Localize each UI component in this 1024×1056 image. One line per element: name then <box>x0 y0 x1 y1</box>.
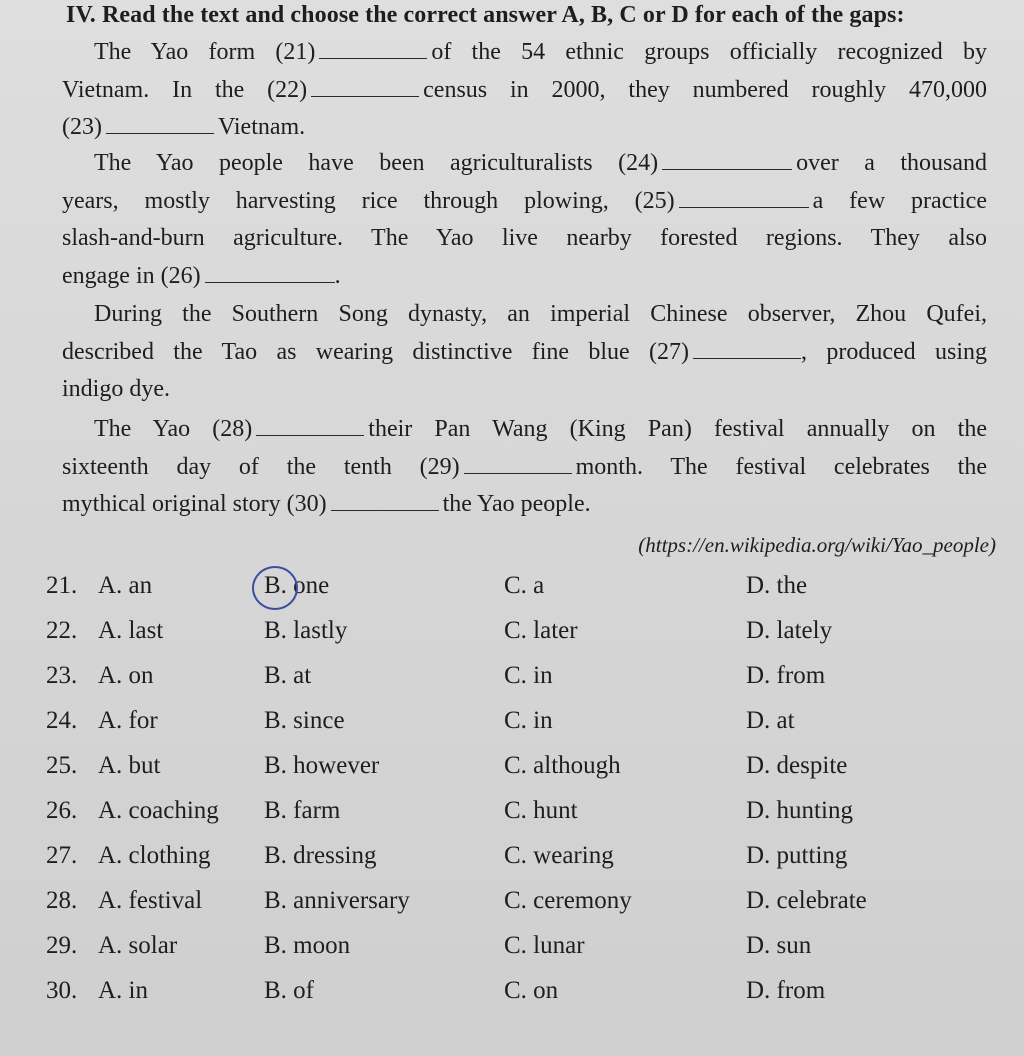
option-a[interactable]: A. last <box>98 617 164 644</box>
option-b[interactable]: B. however <box>264 752 380 779</box>
option-b[interactable]: B. moon <box>264 932 351 959</box>
paragraph-2 <box>62 145 987 295</box>
option-b[interactable]: B. one <box>264 572 330 599</box>
option-c[interactable]: C. wearing <box>504 842 614 869</box>
option-d[interactable]: D. lately <box>746 617 833 644</box>
option-a[interactable]: A. an <box>98 572 153 599</box>
option-c[interactable]: C. in <box>504 662 553 689</box>
passage-line: The Yao people have been agriculturalists (24) over a thousand <box>94 150 987 176</box>
option-b[interactable]: B. farm <box>264 797 341 824</box>
question-row-26 <box>46 791 996 836</box>
passage-line: During the Southern Song dynasty, an imperial Chinese observer, Zhou Qufei, <box>94 301 987 327</box>
question-number: 26. <box>46 797 78 824</box>
question-row-27 <box>46 836 996 881</box>
option-d[interactable]: D. putting <box>746 842 848 869</box>
option-a[interactable]: A. but <box>98 752 161 779</box>
option-d[interactable]: D. from <box>746 662 826 689</box>
gap-23 <box>106 115 214 134</box>
option-a[interactable]: A. for <box>98 707 158 734</box>
option-b[interactable]: B. lastly <box>264 617 348 644</box>
option-d[interactable]: D. despite <box>746 752 848 779</box>
passage-line: engage in (26) . <box>62 262 341 289</box>
gap-27 <box>693 340 801 359</box>
option-c[interactable]: C. on <box>504 977 559 1004</box>
question-number: 21. <box>46 572 78 599</box>
option-c[interactable]: C. although <box>504 752 621 779</box>
option-d[interactable]: D. the <box>746 572 808 599</box>
option-d[interactable]: D. from <box>746 977 826 1004</box>
passage-line: sixteenth day of the tenth (29) month. The festival celebrates the <box>62 453 987 480</box>
question-number: 22. <box>46 617 78 644</box>
option-c[interactable]: C. in <box>504 707 553 734</box>
question-number: 29. <box>46 932 78 959</box>
gap-26 <box>205 264 335 283</box>
option-c[interactable]: C. lunar <box>504 932 585 959</box>
option-a[interactable]: A. solar <box>98 932 178 959</box>
option-a[interactable]: A. festival <box>98 887 203 914</box>
option-c[interactable]: C. hunt <box>504 797 578 824</box>
paragraph-4 <box>62 411 987 524</box>
question-row-21 <box>46 566 996 611</box>
passage-line: mythical original story (30) the Yao people. <box>62 491 591 518</box>
passage-line: (23) Vietnam. <box>62 114 306 141</box>
passage-line: indigo dye. <box>62 376 170 403</box>
question-number: 25. <box>46 752 78 779</box>
gap-21 <box>319 40 427 59</box>
option-c[interactable]: C. later <box>504 617 578 644</box>
question-row-25 <box>46 746 996 791</box>
option-c[interactable]: C. ceremony <box>504 887 632 914</box>
question-row-24 <box>46 701 996 746</box>
option-d[interactable]: D. celebrate <box>746 887 867 914</box>
gap-25 <box>679 189 809 208</box>
option-b[interactable]: B. at <box>264 662 312 689</box>
question-number: 27. <box>46 842 78 869</box>
option-a[interactable]: A. in <box>98 977 148 1004</box>
passage-line: years, mostly harvesting rice through plowing, (25) a few practice <box>62 187 987 214</box>
passage-line: described the Tao as wearing distinctive fine blue (27) , produced using <box>62 338 987 365</box>
passage-line: Vietnam. In the (22) census in 2000, they numbered roughly 470,000 <box>62 76 987 103</box>
question-row-23 <box>46 656 996 701</box>
question-row-28 <box>46 881 996 926</box>
option-b[interactable]: B. anniversary <box>264 887 410 914</box>
option-c[interactable]: C. a <box>504 572 545 599</box>
passage-line: slash-and-burn agriculture. The Yao live nearby forested regions. They also <box>62 225 987 252</box>
option-a[interactable]: A. coaching <box>98 797 219 824</box>
question-number: 23. <box>46 662 78 689</box>
option-d[interactable]: D. sun <box>746 932 812 959</box>
option-d[interactable]: D. at <box>746 707 795 734</box>
gap-24 <box>662 151 792 170</box>
paragraph-3 <box>62 296 987 409</box>
question-row-30 <box>46 971 996 1016</box>
answer-options <box>46 566 996 1016</box>
question-number: 30. <box>46 977 78 1004</box>
question-row-22 <box>46 611 996 656</box>
passage-line: The Yao (28) their Pan Wang (King Pan) festival annually on the <box>94 416 987 442</box>
question-row-29 <box>46 926 996 971</box>
gap-28 <box>256 417 364 436</box>
question-number: 24. <box>46 707 78 734</box>
option-b[interactable]: B. of <box>264 977 314 1004</box>
option-d[interactable]: D. hunting <box>746 797 853 824</box>
gap-30 <box>331 492 439 511</box>
option-a[interactable]: A. clothing <box>98 842 211 869</box>
exercise-heading: IV. Read the text and choose the correct answer A, B, C or D for each of the gaps: <box>66 2 905 28</box>
paragraph-1 <box>62 34 987 147</box>
option-a[interactable]: A. on <box>98 662 154 689</box>
option-b[interactable]: B. dressing <box>264 842 377 869</box>
gap-22 <box>311 78 419 97</box>
gap-29 <box>464 455 572 474</box>
question-number: 28. <box>46 887 78 914</box>
option-b[interactable]: B. since <box>264 707 345 734</box>
passage-line: The Yao form (21) of the 54 ethnic groups officially recognized by <box>94 39 987 65</box>
source-citation: (https://en.wikipedia.org/wiki/Yao_people) <box>638 533 996 557</box>
